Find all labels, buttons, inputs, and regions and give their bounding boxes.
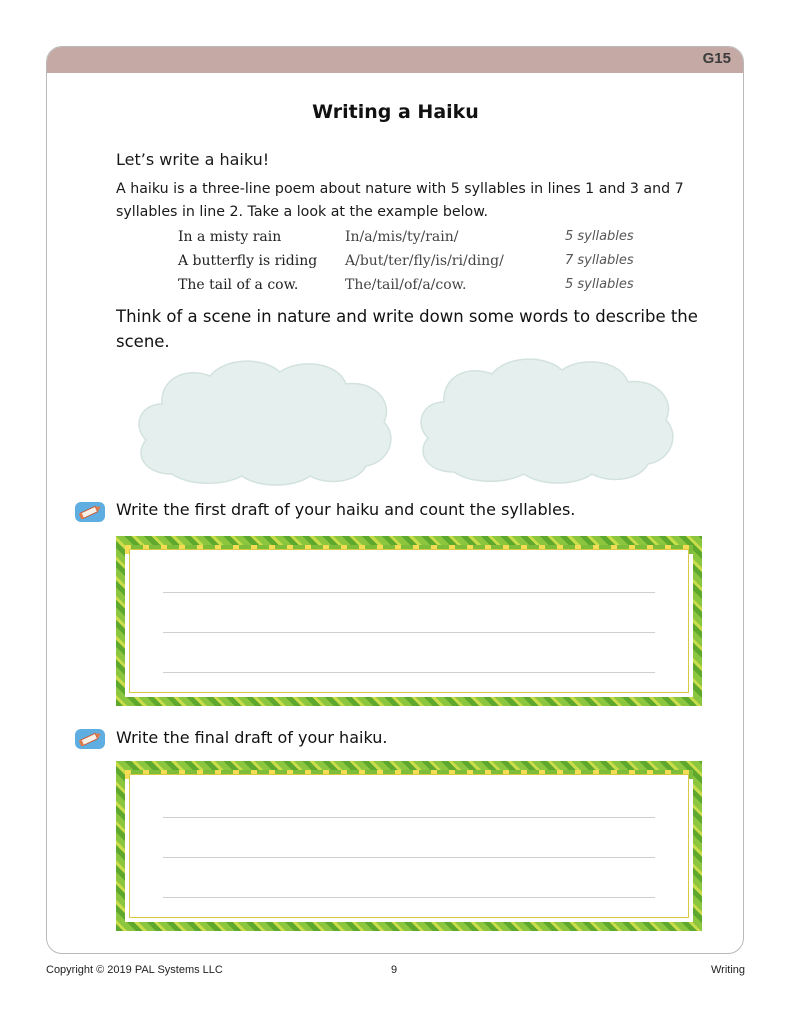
writing-line [163,817,655,818]
example-syllable-count: 7 syllables [565,253,634,268]
page-title: Writing a Haiku [312,101,479,123]
example-syllable-count: 5 syllables [565,277,634,292]
pencil-icon [74,728,106,750]
scene-prompt: Think of a scene in nature and write down some words to describe the scene. [116,307,698,351]
first-draft-instruction: Write the first draft of your haiku and count the syllables. [116,500,576,519]
page-code: G15 [702,50,731,67]
final-draft-writing-area[interactable] [129,774,689,918]
final-draft-box[interactable] [116,761,702,931]
writing-line [163,897,655,898]
footer-page-number: 9 [391,964,398,976]
first-draft-writing-area[interactable] [129,549,689,693]
writing-line [163,857,655,858]
description-text: A haiku is a three-line poem about nature with 5 syllables in lines 1 and 3 and 7 syllables in line 2. Take a look at the example below. [116,181,684,220]
example-syllable-split: In/a/mis/ty/rain/ [345,229,459,245]
example-syllable-count: 5 syllables [565,229,634,244]
writing-line [163,592,655,593]
intro-text: Let’s write a haiku! [116,150,270,169]
example-line: The tail of a cow. [178,277,299,293]
example-line: A butterfly is riding [178,253,318,269]
footer-copyright: Copyright © 2019 PAL Systems LLC [46,964,223,976]
example-syllable-split: A/but/ter/fly/is/ri/ding/ [345,253,504,269]
footer-section: Writing [710,964,745,976]
pencil-icon [74,501,106,523]
example-syllable-split: The/tail/of/a/cow. [345,277,467,293]
cloud-writing-area-right[interactable] [414,352,680,486]
writing-line [163,632,655,633]
example-line: In a misty rain [178,229,282,245]
header-band [47,47,743,73]
cloud-writing-area-left[interactable] [132,354,396,488]
first-draft-box[interactable] [116,536,702,706]
final-draft-instruction: Write the final draft of your haiku. [116,728,388,747]
writing-line [163,672,655,673]
